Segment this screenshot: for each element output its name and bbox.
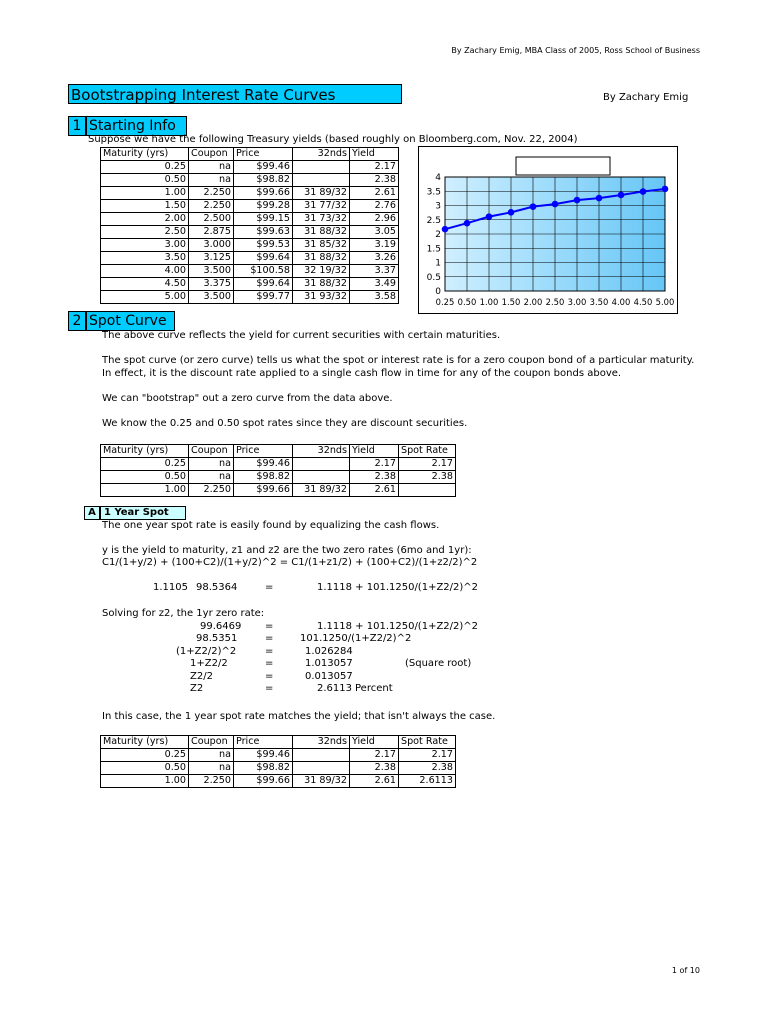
table-cell: 5.00 [101,291,189,304]
table-cell: 2.38 [350,174,399,187]
table-cell: $98.82 [234,174,293,187]
table-cell: $98.82 [234,762,293,775]
table-cell: 2.250 [189,775,234,788]
data-point [640,188,647,195]
table-cell: 2.17 [350,161,399,174]
table-cell: $99.77 [234,291,293,304]
section-1-number: 1 [68,116,86,136]
subsection-a-number: A [84,506,100,520]
step-lhs: 98.5351 [196,633,238,645]
table-cell [399,484,456,497]
step-rhs: 101.1250/(1+Z2/2)^2 [300,633,412,645]
table-row [101,458,456,471]
step-lhs: 99.6469 [200,621,242,632]
table-cell: 1.00 [101,484,189,497]
table-row [101,278,399,291]
table-cell: $99.66 [234,187,293,200]
col-32nds: 32nds [293,736,350,749]
solving-line: Solving for z2, the 1yr zero rate: [102,608,265,619]
step-note: (Square root) [405,658,472,670]
table-row [101,239,399,252]
x-tick-label: 0.25 [435,297,455,307]
chart-title-box [516,157,610,175]
table-cell: 3.000 [189,239,234,252]
subsection-a-title: 1 Year Spot [100,506,186,520]
table-cell: 3.375 [189,278,234,291]
table-cell: 2.250 [189,187,234,200]
table-cell: 3.37 [350,265,399,278]
section-2-title: Spot Curve [86,311,175,331]
table-cell: $99.28 [234,200,293,213]
data-point [596,195,603,202]
table-cell [293,762,350,775]
col-spot-rate: Spot Rate [399,736,456,749]
table-cell: $99.66 [234,484,293,497]
table-row [101,265,399,278]
table-cell: na [189,471,234,484]
table-row [101,226,399,239]
table-cell: 2.17 [350,458,399,471]
conclusion-line: In this case, the 1 year spot rate matches the yield; that isn't always the case. [102,711,496,722]
spot-para-3: We can "bootstrap" out a zero curve from the data above. [102,393,393,404]
table-cell: 2.96 [350,213,399,226]
table-cell: 4.00 [101,265,189,278]
table-cell: 31 77/32 [293,200,350,213]
table-header-row [101,445,456,458]
x-tick-label: 5.00 [655,297,675,307]
table-row [101,174,399,187]
data-point [508,209,515,216]
col-yield: Yield [350,148,399,161]
spot-para-1: The above curve reflects the yield for current securities with certain maturities. [102,330,501,341]
spot-rate-table-1 [100,444,456,497]
table-cell: 32 19/32 [293,265,350,278]
table-cell: 0.50 [101,471,189,484]
table-header-row [101,736,456,749]
step-eq: = [265,645,274,657]
treasury-yields-table [100,147,399,304]
table-cell: 3.26 [350,252,399,265]
x-tick-label: 2.00 [523,297,543,307]
table-cell: 0.25 [101,458,189,471]
table-cell: 3.49 [350,278,399,291]
table-cell: 31 88/32 [293,278,350,291]
table-cell: $99.46 [234,458,293,471]
data-point [574,197,581,204]
table-cell: 31 89/32 [293,187,350,200]
spot-para-4: We know the 0.25 and 0.50 spot rates since they are discount securities. [102,418,468,429]
col-32nds: 32nds [293,445,350,458]
col-coupon: Coupon [189,148,234,161]
table-cell: 2.875 [189,226,234,239]
step-note: Percent [355,683,393,694]
section-1-intro: Suppose we have the following Treasury yields (based roughly on Bloomberg.com, Nov. 22, 2004) [88,134,578,145]
col-spot-rate: Spot Rate [399,445,456,458]
step-eq: = [265,621,274,632]
calc-a: 1.1105 [153,582,188,593]
step-eq: = [265,633,274,645]
spot-para-2a: The spot curve (or zero curve) tells us what the spot or interest rate is for a zero coupon bond of a particular maturity. [102,355,695,366]
table-cell: 2.250 [189,200,234,213]
table-cell: $99.53 [234,239,293,252]
data-point [552,201,559,208]
y-tick-label: 0 [435,287,441,297]
step-eq: = [265,683,274,694]
table-cell: 3.58 [350,291,399,304]
step-lhs: 1+Z2/2 [190,658,228,670]
page-byline: By Zachary Emig, MBA Class of 2005, Ross School of Business [451,46,700,55]
data-point [618,192,625,199]
table-cell: 2.17 [399,458,456,471]
table-row [101,252,399,265]
step-eq: = [265,658,274,670]
x-tick-label: 4.00 [611,297,631,307]
table-cell: 2.250 [189,484,234,497]
table-row [101,161,399,174]
calc-eq: = [265,582,274,593]
table-cell: 2.38 [350,762,399,775]
table-cell: 1.50 [101,200,189,213]
table-cell: 3.125 [189,252,234,265]
step-lhs: Z2/2 [190,670,213,682]
table-cell: 1.00 [101,775,189,788]
table-cell: 2.500 [189,213,234,226]
table-cell: 2.6113 [399,775,456,788]
table-cell: $99.66 [234,775,293,788]
table-cell: 0.50 [101,762,189,775]
table-cell: $99.64 [234,252,293,265]
table-cell: 31 89/32 [293,484,350,497]
col-yield: Yield [350,445,399,458]
table-row [101,213,399,226]
table-cell: na [189,749,234,762]
data-point [662,186,669,193]
step-rhs: 1.026284 [305,645,353,657]
formula-line: C1/(1+y/2) + (100+C2)/(1+y/2)^2 = C1/(1+z1/2) + (100+C2)/(1+z2/2)^2 [102,557,478,568]
page-title: Bootstrapping Interest Rate Curves [68,84,402,104]
table-row [101,291,399,304]
table-cell: 2.76 [350,200,399,213]
table-cell: 3.00 [101,239,189,252]
table-cell: 3.50 [101,252,189,265]
x-tick-label: 3.00 [567,297,587,307]
data-point [530,203,537,210]
y-tick-label: 1 [435,258,441,269]
spot-para-2b: In effect, it is the discount rate applied to a single cash flow in time for any of the coupon bonds above. [102,368,622,379]
table-cell: 31 93/32 [293,291,350,304]
table-cell: na [189,174,234,187]
page-number: 1 of 10 [671,966,700,975]
table-cell: 31 88/32 [293,226,350,239]
col-price: Price [234,736,293,749]
yield-curve-svg [419,147,677,313]
table-cell: 0.25 [101,161,189,174]
yield-curve-chart [418,146,678,314]
table-cell: $99.46 [234,161,293,174]
col-32nds: 32nds [293,148,350,161]
table-cell: 31 88/32 [293,252,350,265]
col-price: Price [234,148,293,161]
table-cell: 2.61 [350,187,399,200]
step-eq: = [265,670,274,682]
col-yield: Yield [350,736,399,749]
table-cell: 2.50 [101,226,189,239]
step-lhs: Z2 [190,683,204,694]
table-row [101,749,456,762]
table-cell: 2.61 [350,775,399,788]
one-year-para-2: y is the yield to maturity, z1 and z2 are the two zero rates (6mo and 1yr): [102,545,472,556]
col-coupon: Coupon [189,445,234,458]
table-cell [293,161,350,174]
table-cell: 31 73/32 [293,213,350,226]
table-cell: 3.19 [350,239,399,252]
author-name: By Zachary Emig [603,92,689,103]
table-cell: $99.64 [234,278,293,291]
y-tick-label: 0.5 [426,272,441,283]
section-1-title: Starting Info [86,116,187,136]
step-rhs: 1.013057 [305,658,353,670]
table-cell: na [189,762,234,775]
table-cell: 3.500 [189,265,234,278]
x-tick-label: 1.00 [479,297,499,307]
table-cell: 3.500 [189,291,234,304]
table-cell: 2.61 [350,484,399,497]
step-rhs: 2.6113 [317,683,352,694]
y-tick-label: 1.5 [426,244,441,255]
table-cell: 3.05 [350,226,399,239]
x-tick-label: 4.50 [633,297,653,307]
table-cell: $100.58 [234,265,293,278]
data-point [464,220,471,227]
data-point [486,213,493,220]
table-cell: na [189,458,234,471]
spot-rate-table-2 [100,735,456,788]
col-coupon: Coupon [189,736,234,749]
table-cell [293,458,350,471]
table-cell [293,749,350,762]
calc-b: 98.5364 [196,582,238,593]
x-tick-label: 3.50 [589,297,609,307]
table-cell: 0.25 [101,749,189,762]
table-cell: na [189,161,234,174]
y-tick-label: 2 [435,230,441,240]
col-price: Price [234,445,293,458]
x-tick-label: 0.50 [457,297,477,307]
table-cell: 2.38 [350,471,399,484]
table-row [101,187,399,200]
col-maturity: Maturity (yrs) [101,148,189,161]
col-maturity: Maturity (yrs) [101,736,189,749]
table-cell [293,471,350,484]
data-point [442,226,449,233]
y-tick-label: 2.5 [426,215,441,226]
table-row [101,775,456,788]
table-cell [293,174,350,187]
table-cell: 2.17 [350,749,399,762]
table-cell: 31 85/32 [293,239,350,252]
table-cell: $99.15 [234,213,293,226]
y-tick-label: 3 [435,201,441,212]
table-cell: $99.46 [234,749,293,762]
table-cell: 2.38 [399,762,456,775]
table-cell: 1.00 [101,187,189,200]
table-row [101,471,456,484]
table-row [101,200,399,213]
table-cell: 31 89/32 [293,775,350,788]
col-maturity: Maturity (yrs) [101,445,189,458]
table-cell: 2.00 [101,213,189,226]
calc-rhs: 1.1118 + 101.1250/(1+Z2/2)^2 [317,582,479,593]
table-row [101,484,456,497]
step-lhs: (1+Z2/2)^2 [176,645,237,657]
y-tick-label: 3.5 [426,187,441,198]
step-rhs: 0.013057 [305,670,353,682]
step-rhs: 1.1118 + 101.1250/(1+Z2/2)^2 [317,621,479,632]
table-cell: 2.17 [399,749,456,762]
table-row [101,762,456,775]
y-tick-label: 4 [435,173,441,183]
one-year-para-1: The one year spot rate is easily found by equalizing the cash flows. [102,520,440,531]
table-cell: 2.38 [399,471,456,484]
table-cell: 4.50 [101,278,189,291]
table-cell: $98.82 [234,471,293,484]
section-2-number: 2 [68,311,86,331]
table-cell: $99.63 [234,226,293,239]
table-header-row [101,148,399,161]
table-cell: 0.50 [101,174,189,187]
x-tick-label: 2.50 [545,297,565,307]
x-tick-label: 1.50 [501,297,521,307]
